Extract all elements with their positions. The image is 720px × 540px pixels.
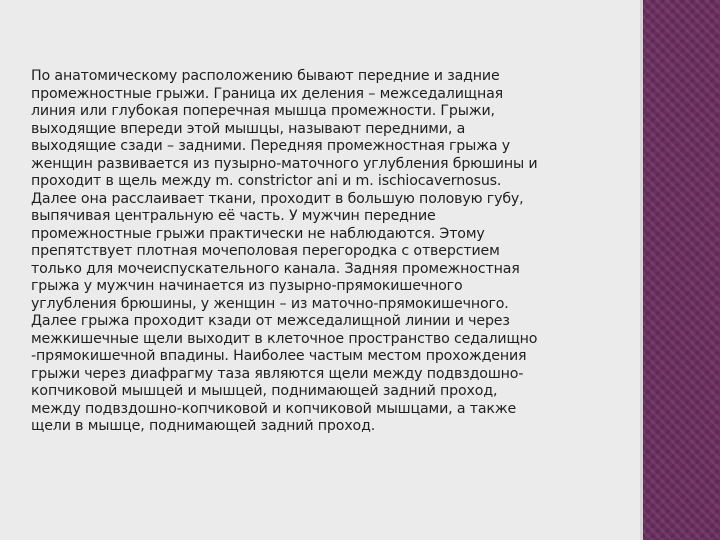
text-line: копчиковой мышцей и мышцей, поднимающей задний проход, bbox=[31, 383, 498, 399]
text-line: углубления брюшины, у женщин – из маточно-прямокишечного. bbox=[31, 295, 509, 312]
text-line: грыжа у мужчин начинается из пузырно-прямокишечного bbox=[31, 278, 463, 294]
text-line: Далее грыжа проходит кзади от межседалищной линии и через bbox=[31, 313, 510, 329]
text-line: промежностные грыжи практически не наблюдаются. Этому bbox=[31, 225, 485, 242]
text-line: межкишечные щели выходит в клеточное пространство седалищно bbox=[31, 330, 538, 347]
text-line: линия или глубокая поперечная мышца промежности. Грыжи, bbox=[31, 103, 495, 119]
text-line: выходящие сзади – задними. Передняя промежностная грыжа у bbox=[31, 138, 510, 154]
text-line: промежностные грыжи. Граница их деления – межседалищная bbox=[31, 85, 504, 102]
slide-body-text bbox=[31, 68, 637, 436]
text-line: между подвздошно-копчиковой и копчиковой мышцами, а также bbox=[31, 400, 517, 417]
decorative-sidebar bbox=[640, 0, 720, 540]
text-line: По анатомическому расположению бывают передние и задние bbox=[31, 68, 500, 84]
text-line: выпячивая центральную её часть. У мужчин передние bbox=[31, 208, 436, 224]
text-line: препятствует плотная мочеполовая перегородка с отверстием bbox=[31, 243, 500, 259]
text-line: -прямокишечной впадины. Наиболее частым местом прохождения bbox=[31, 348, 527, 364]
text-line: проходит в щель между m. constrictor ani и m. ischiocavernosus. bbox=[31, 173, 502, 189]
text-line: грыжи через диафрагму таза являются щели между подвздошно- bbox=[31, 365, 524, 382]
text-line: Далее она расслаивает ткани, проходит в большую половую губу, bbox=[31, 190, 524, 207]
text-line: женщин развивается из пузырно-маточного углубления брюшины и bbox=[31, 155, 538, 172]
text-line: щели в мышце, поднимающей задний проход. bbox=[31, 418, 376, 434]
sidebar-divider bbox=[640, 0, 643, 540]
text-line: выходящие впереди этой мышцы, называют передними, а bbox=[31, 120, 466, 137]
text-line: только для мочеиспускательного канала. Задняя промежностная bbox=[31, 260, 520, 277]
